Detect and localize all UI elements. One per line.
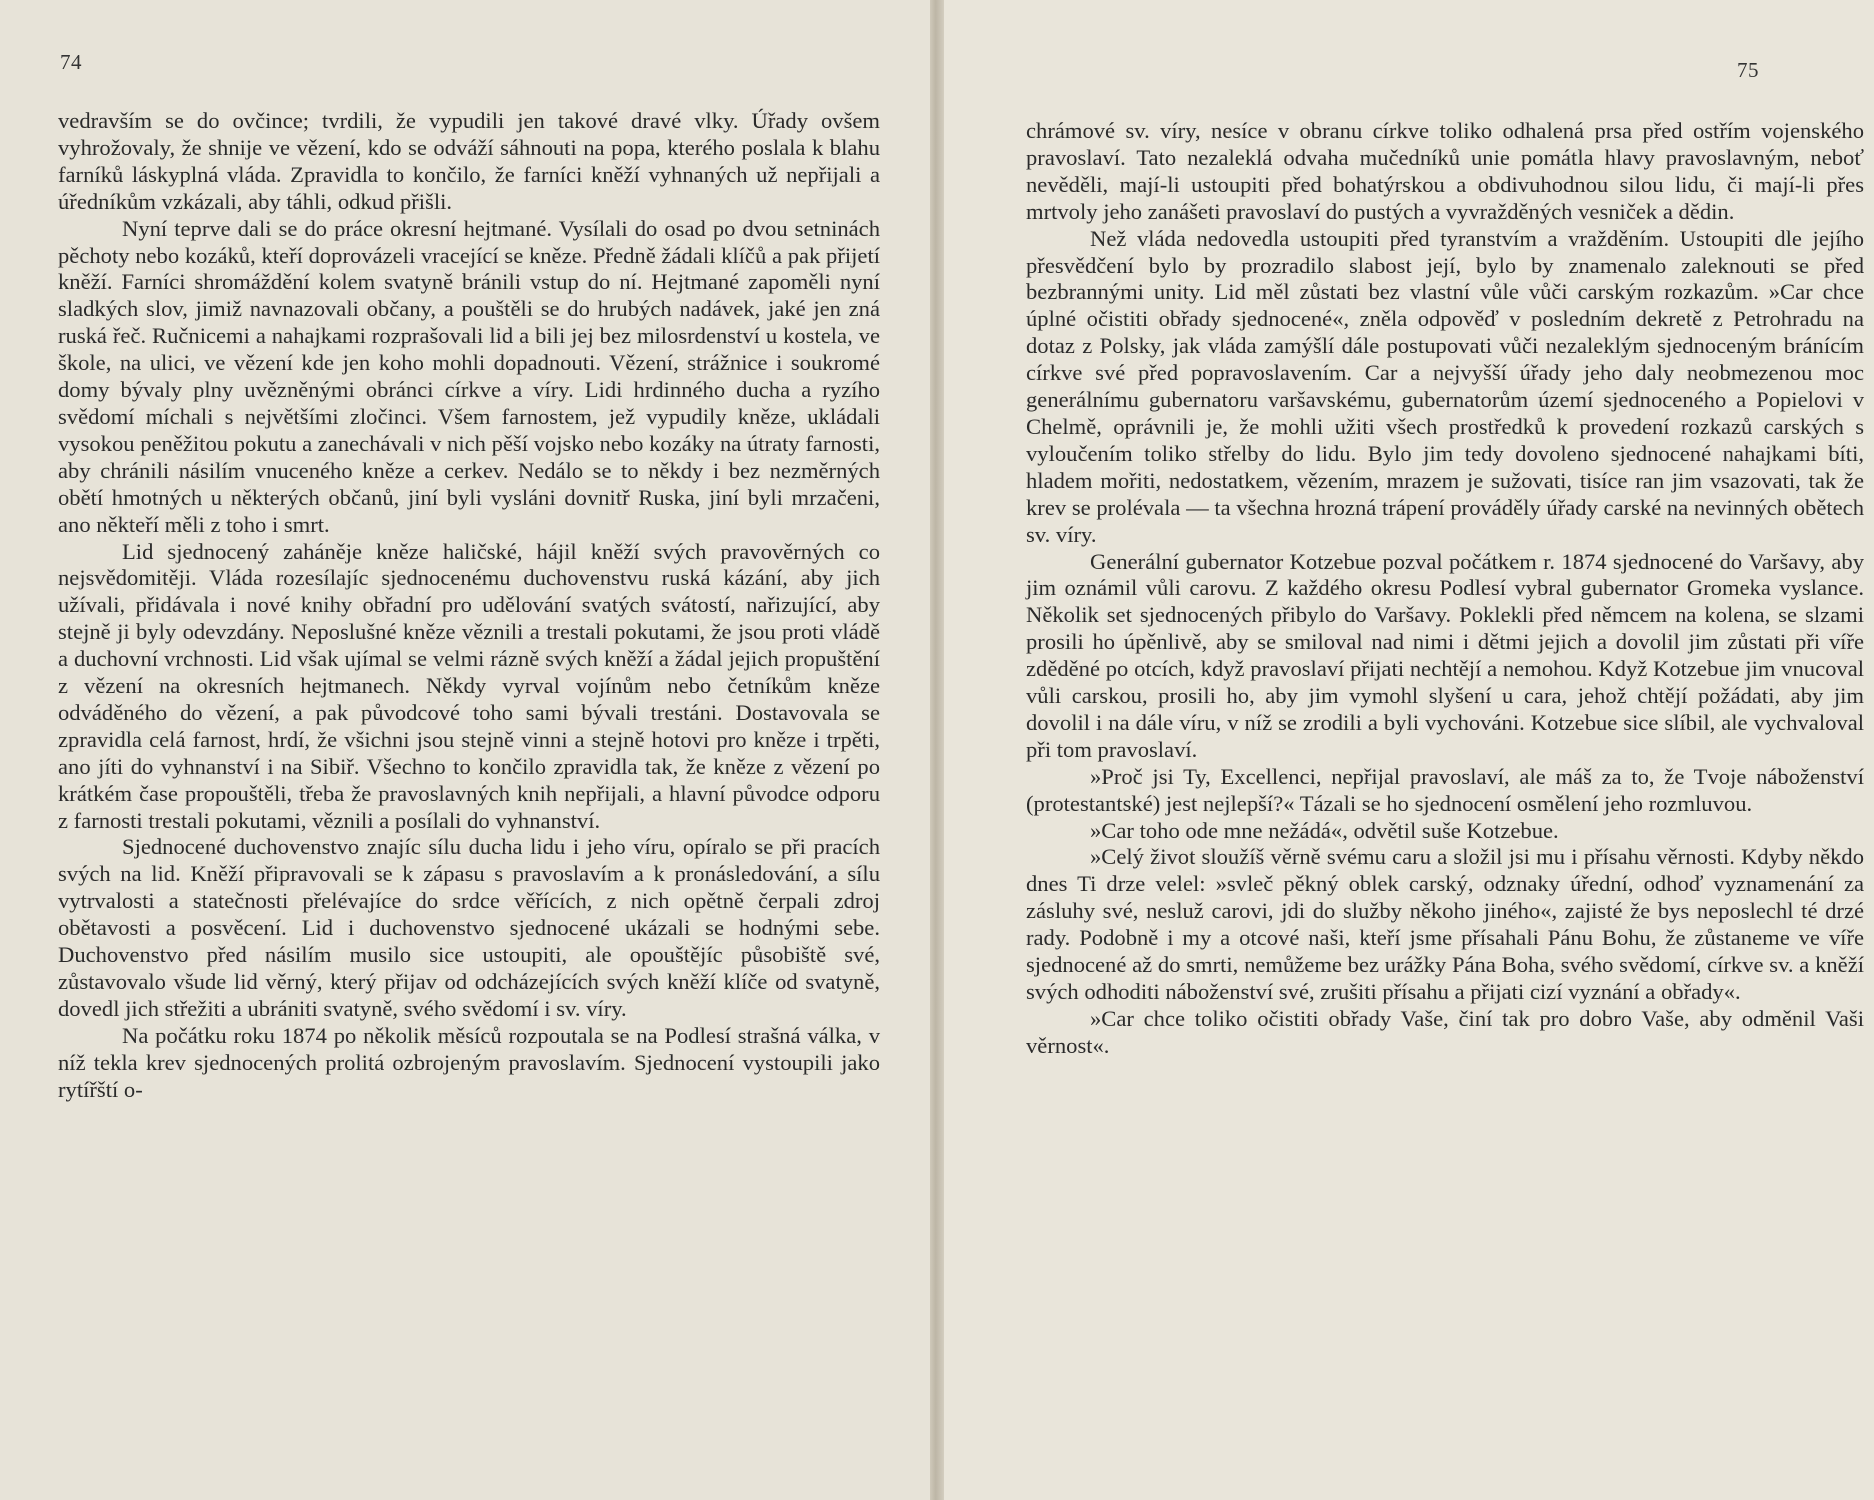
paragraph: vedravším se do ovčince; tvrdili, že vypudili jen takové dravé vlky. Úřady ovšem vyhrožovaly, že shnije ve vězení, kdo se odváží sáhnouti na popa, kterého poslala k blahu farníků láskyplná vláda. Zpravidla to končilo, že farníci kněží vyhnaných už nepřijali a úředníkům vzkázali, aby táhli, odkud přišli. [58,108,880,214]
page-number: 75 [1737,58,1759,82]
paragraph: »Proč jsi Ty, Excellenci, nepřijal pravoslaví, ale máš za to, že Tvoje náboženství (protestantské) jest nejlepší?« Tázali se ho sjednocení osmělení jeho rozmluvou. [1026,763,1864,816]
page-text [58,108,880,1104]
paragraph: Na počátku roku 1874 po několik měsíců rozpoutala se na Podlesí strašná válka, v níž tekla krev sjednocených prolitá ozbrojeným pravoslavím. Sjednocení vystoupili jako rytířští o- [58,1022,880,1102]
page-text [1026,118,1864,1060]
paragraph: Nyní teprve dali se do práce okresní hejtmané. Vysílali do osad po dvou setninách pěchoty nebo kozáků, kteří doprovázeli vracející se kněze. Předně žádali klíčů a pak přijetí kněží. Farníci shromáždění kolem svatyně bránili vstup do ní. Hejtmané zapoměli nyní sladkých slov, jimiž navnazovali občany, a pouštěli se do hrubých nadávek, jaké jen zná ruská řeč. Ručnicemi a nahajkami rozprašovali lid a bili jej bez milosrdenství u kostela, ve škole, na ulici, ve vězení kde jen koho mohli dopadnouti. Vězení, strážnice i soukromé domy bývaly plny uvězněnými obránci církve a víry. Lidi hrdinného ducha a ryzího svědomí míchali s největšími zločinci. Všem farnostem, jež vypudily kněze, ukládali vysokou peněžitou pokutu a zanechávali v nich pěší vojsko nebo kozáky na útraty farnosti, aby chránili násilím vnuceného kněze a cerkev. Nedálo se to někdy i bez nezměrných obětí hmotných u některých občanů, jiní byli vysláni dovnitř Ruska, jiní byli mrzačeni, ano někteří měli z toho i smrt. [58,215,880,537]
paragraph: »Celý život sloužíš věrně svému caru a složil jsi mu i přísahu věrnosti. Kdyby někdo dnes Ti drze velel: »svleč pěkný oblek carský, odznaky úřední, odhoď vyznamenání za zásluhy své, nesluž carovi, jdi do služby někoho jiného«, zajisté že bys neposlechl té drzé rady. Podobně i my a otcové naši, kteří jsme přísahali Pánu Bohu, že zůstaneme ve víře sjednocené až do smrti, nemůžeme bez urážky Pána Boha, svého svědomí, církve sv. a kněží svých odhoditi náboženství své, zrušiti přísahu a přijati cizí vyznání a obřady«. [1026,844,1864,1004]
paragraph: Lid sjednocený zaháněje kněze haličské, hájil kněží svých pravověrných co nejsvědomitěji. Vláda rozesílajíc sjednocenému duchovenstvu ruská kázání, aby jich užívali, přidávala i nové knihy obřadní pro udělování svatých svátostí, nařizující, aby stejně ji byly odevzdány. Neposlušné kněze věznili a trestali pokutami, že jsou proti vládě a duchovní vrchnosti. Lid však ujímal se velmi rázně svých kněží a žádal jejich propuštění z vězení na okresních hejtmanech. Někdy vyrval vojínům nebo četníkům kněze odváděného do vězení, a pak původcové toho sami bývali trestáni. Dostavovala se zpravidla celá farnost, hrdí, že všichni jsou stejně vinni a stejně hotovi pro kněze i trpěti, ano jíti do vyhnanství i na Sibiř. Všechno to končilo zpravidla tak, že kněze z vězení po krátkém čase propouštěli, třeba že pravoslavných knih nepřijali, a hlavní původce odporu z farnosti trestali pokutami, věznili a posílali do vyhnanství. [58,538,880,833]
paragraph: Než vláda nedovedla ustoupiti před tyranstvím a vražděním. Ustoupiti dle jejího přesvědčení bylo by prozradilo slabost její, bylo by znamenalo zaleknouti se před bezbrannými unity. Lid měl zůstati bez vlastní vůle vůči carským rozkazům. »Car chce úplné očistiti obřady sjednocené«, zněla odpověď v posledním dekretě z Petrohradu na dotaz z Polsky, jak vláda zamýšlí dále postupovati vůči nezaleklým sjednoceným bránícím církve své před popravoslavením. Car a nejvyšší úřady jeho daly neobmezenou moc generálnímu gubernatoru varšavskému, gubernatorům území sjednoceného a Popielovi v Chelmě, oprávnili je, že mohli užiti všech prostředků k provedení rozkazů carských s vyloučením toliko střelby do lidu. Bylo jim tedy dovoleno sjednocené nahajkami bíti, hladem mořiti, nedostatkem, vězením, mrazem je sužovati, tisíce ran jim vsazovati, tak že krev se prolévala — ta všechna hrozná trápení prováděly úřady carské na nevinných obětech sv. víry. [1026,225,1864,547]
book-gutter [930,0,944,1500]
paragraph: Generální gubernator Kotzebue pozval počátkem r. 1874 sjednocené do Varšavy, aby jim oznámil vůli carovu. Z každého okresu Podlesí vybral gubernator Gromeka vyslance. Několik set sjednocených přibylo do Varšavy. Poklekli před němcem na kolena, se slzami prosili ho úpěnlivě, aby se smiloval nad nimi i dětmi jejich a dovolil jim zůstati při víře zděděné po otcích, když pravoslaví přijati nechtějí a nemohou. Když Kotzebue jim vnucoval vůli carskou, prosili ho, aby jim vymohl slyšení u cara, jehož chtějí požádati, aby jim dovolil i na dále víru, v níž se zrodili a byli vychováni. Kotzebue sice slíbil, ale vychvaloval při tom pravoslaví. [1026,548,1864,762]
right-page [944,0,1874,1500]
paragraph: »Car chce toliko očistiti obřady Vaše, činí tak pro dobro Vaše, aby odměnil Vaši věrnost«. [1026,1005,1864,1058]
paragraph: »Car toho ode mne nežádá«, odvětil suše Kotzebue. [1090,817,1559,843]
paragraph: Sjednocené duchovenstvo znajíc sílu ducha lidu i jeho víru, opíralo se při pracích svých na lid. Kněží připravovali se k zápasu s pravoslavím a k pronásledování, a sílu vytrvalosti a statečnosti přelévajíce do srdce věřících, z nich opětně čerpali zdroj obětavosti a posvěcení. Lid i duchovenstvo sjednocené ukázali se hodnými sebe. Duchovenstvo před násilím musilo sice ustoupiti, ale opouštějíc působiště své, zůstavovalo všude lid věrný, který přijav od odcházejících svých kněží klíče od svatyně, dovedl jich střežiti a ubrániti svatyně, svého svědomí i sv. víry. [58,834,880,1021]
paragraph: chrámové sv. víry, nesíce v obranu církve toliko odhalená prsa před ostřím vojenského pravoslaví. Tato nezaleklá odvaha mučedníků unie pomátla hlavy pravoslavným, neboť nevěděli, mají-li ustoupiti před bohatýrskou a obdivuhodnou silou lidu, či mají-li přes mrtvoly jeho zanášeti pravoslaví do pustých a vyvražděných vesniček a dědin. [1026,118,1864,224]
page-number: 74 [60,50,82,74]
left-page [0,0,930,1500]
